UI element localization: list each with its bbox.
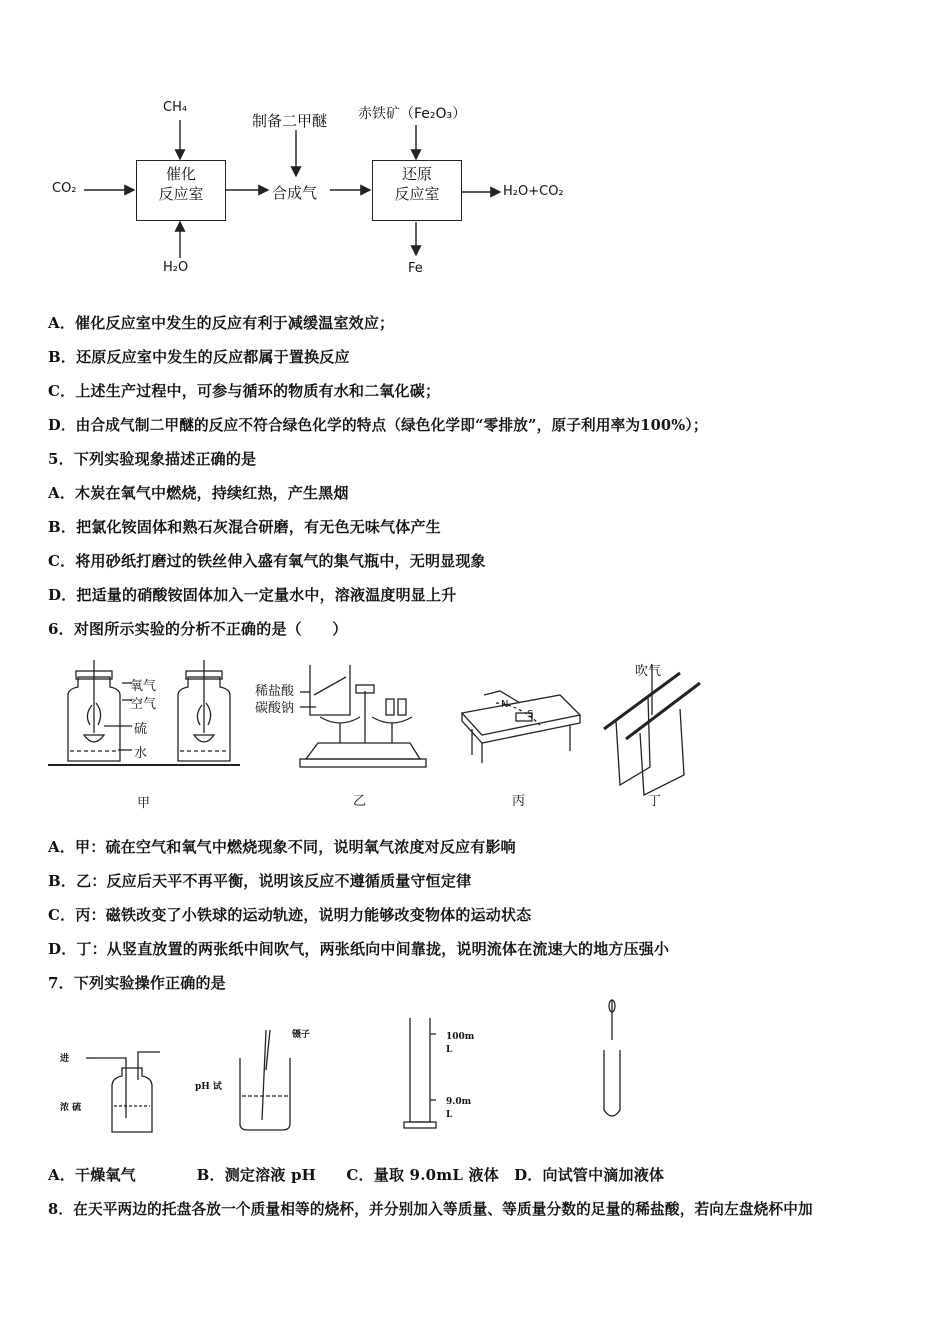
q5-option-c: C．将用砂纸打磨过的铁丝伸入盛有氧气的集气瓶中，无明显现象 xyxy=(48,552,486,570)
conc-acid-label: 浓 硫 xyxy=(60,1103,82,1113)
caption-bing: 丙 xyxy=(512,794,526,809)
hematite-label: 赤铁矿（Fe₂O₃） xyxy=(358,106,467,122)
q7-stem: 7．下列实验操作正确的是 xyxy=(48,974,226,992)
ch4-label: CH₄ xyxy=(163,100,188,115)
magnet-s-label: S xyxy=(527,709,534,720)
scale-9-unit: L xyxy=(446,1110,453,1120)
fe-label: Fe xyxy=(408,261,423,276)
syngas-label: 合成气 xyxy=(272,184,318,202)
scale-9-label: 9.0m xyxy=(446,1097,472,1107)
q5-option-d: D．把适量的硝酸铵固体加入一定量水中，溶液温度明显上升 xyxy=(48,586,457,604)
q4-option-b: B．还原反应室中发生的反应都属于置换反应 xyxy=(48,348,350,366)
na2co3-label: 碳酸钠 xyxy=(255,701,295,716)
scale-100-label: 100m xyxy=(446,1032,475,1042)
h2o-label: H₂O xyxy=(163,260,189,275)
q6-option-d: D．丁：从竖直放置的两张纸中间吹气，两张纸向中间靠拢，说明流体在流速大的地方压强小 xyxy=(48,940,670,958)
water-label: 水 xyxy=(134,746,148,761)
q7-options: A．干燥氧气 B．测定溶液 pH C．量取 9.0mL 液体 D．向试管中滴加液体 xyxy=(48,1166,665,1184)
q5-stem: 5．下列实验现象描述正确的是 xyxy=(48,450,257,468)
air-label: 空气 xyxy=(130,697,157,712)
q6-stem: 6．对图所示实验的分析不正确的是（ ） xyxy=(48,620,348,638)
reduction-reaction-room: 还原 反应室 xyxy=(372,160,462,221)
q6-option-c: C．丙：磁铁改变了小铁球的运动轨迹，说明力能够改变物体的运动状态 xyxy=(48,906,532,924)
flow-arrows xyxy=(0,0,950,290)
dimethyl-ether-label: 制备二甲醚 xyxy=(252,112,328,130)
q8-stem: 8．在天平两边的托盘各放一个质量相等的烧杯，并分别加入等质量、等质量分数的足量的稀盐酸，若向左盘烧杯中加 xyxy=(48,1201,813,1218)
oxygen-label: 氧气 xyxy=(130,679,157,694)
caption-ding: 丁 xyxy=(648,794,662,809)
ph-paper-label: pH 试 xyxy=(195,1082,222,1092)
hcl-label: 稀盐酸 xyxy=(255,684,295,699)
q7-apparatus-drawing xyxy=(0,1000,950,1150)
caption-yi: 乙 xyxy=(353,794,367,809)
scale-100-unit: L xyxy=(446,1045,453,1055)
magnet-n-label: N xyxy=(501,699,509,710)
q5-option-b: B．把氯化铵固体和熟石灰混合研磨，有无色无味气体产生 xyxy=(48,518,441,536)
q6-option-a: A．甲：硫在空气和氧气中燃烧现象不同，说明氧气浓度对反应有影响 xyxy=(48,838,516,856)
q4-option-a: A．催化反应室中发生的反应有利于减缓温室效应； xyxy=(48,314,395,332)
tweezers-label: 镊子 xyxy=(292,1030,311,1040)
blow-label: 吹气 xyxy=(635,664,662,679)
q4-option-c: C．上述生产过程中，可参与循环的物质有水和二氧化碳； xyxy=(48,382,441,400)
co2-label: CO₂ xyxy=(52,181,77,196)
output-label: H₂O+CO₂ xyxy=(503,184,564,199)
q5-option-a: A．木炭在氧气中燃烧，持续红热，产生黑烟 xyxy=(48,484,349,502)
q4-option-d: D．由合成气制二甲醚的反应不符合绿色化学的特点（绿色化学即“零排放”，原子利用率为100%）； xyxy=(48,417,708,434)
inlet-label: 进 xyxy=(60,1054,70,1064)
caption-jia: 甲 xyxy=(137,796,151,811)
catalytic-reaction-room: 催化 反应室 xyxy=(136,160,226,221)
q6-option-b: B．乙：反应后天平不再平衡，说明该反应不遵循质量守恒定律 xyxy=(48,872,472,890)
sulfur-label: 硫 xyxy=(134,722,148,737)
